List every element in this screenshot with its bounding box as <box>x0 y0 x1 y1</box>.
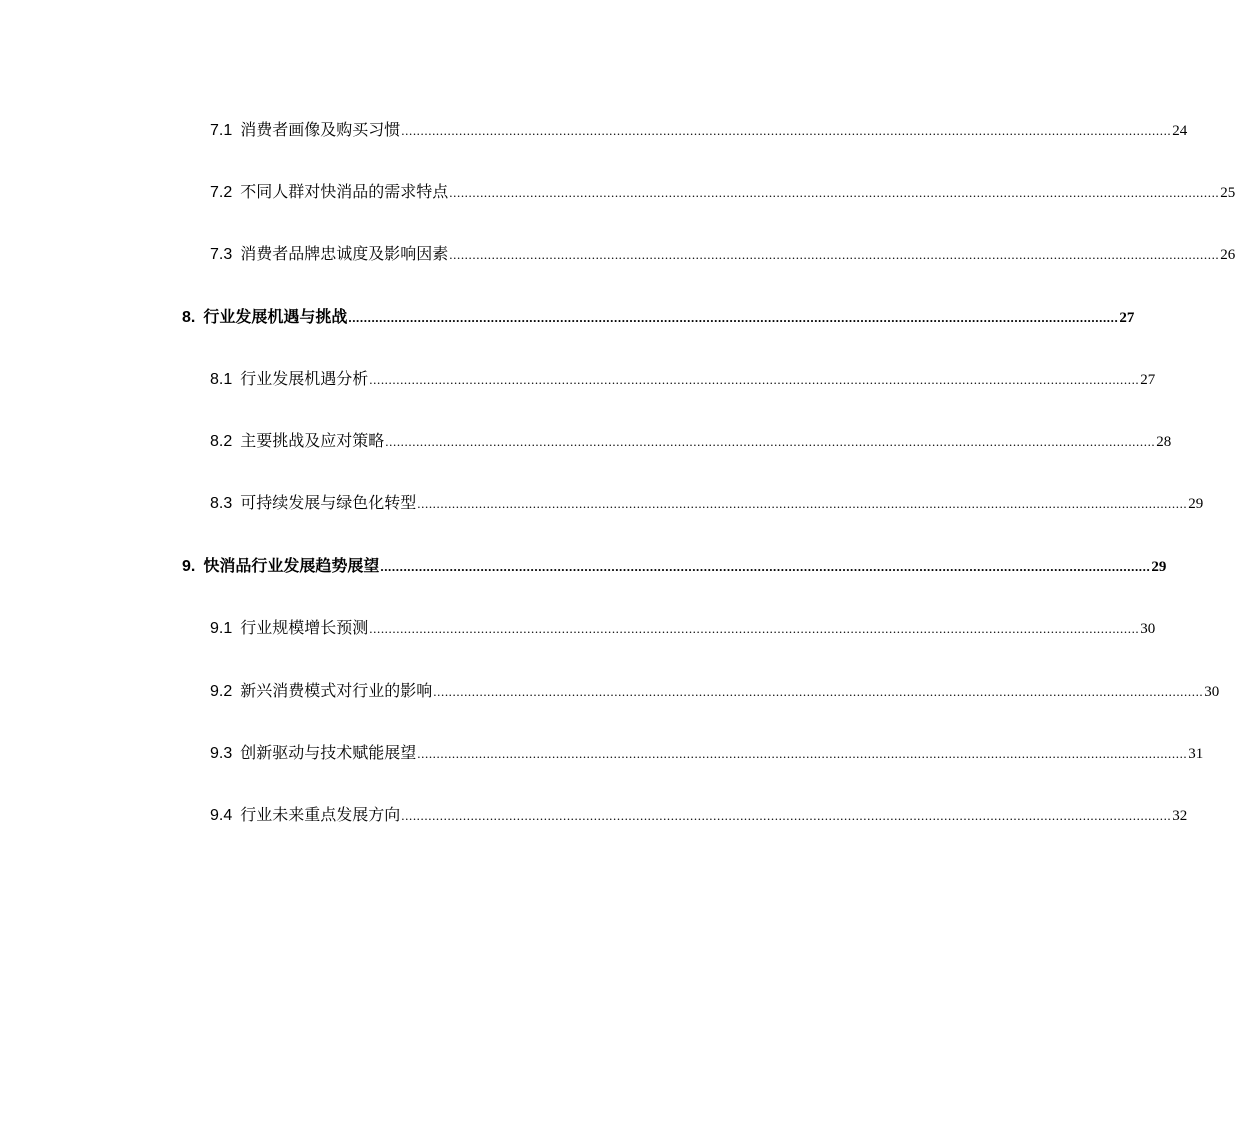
dot-leader: ........................................................................................................................................................................................................ <box>417 746 1188 761</box>
dot-leader: ........................................................................................................................................................................................................ <box>401 123 1172 138</box>
toc-entry-9-2[interactable] <box>210 678 1220 702</box>
toc-entry-page: 26 <box>1220 247 1235 263</box>
dot-leader: ........................................................................................................................................................................................................ <box>348 310 1119 325</box>
toc-entry-number: 9.3 <box>210 745 233 762</box>
toc-entry-number: 9.2 <box>210 683 233 700</box>
dot-leader: ........................................................................................................................................................................................................ <box>449 185 1220 200</box>
toc-entry-title: 行业规模增长预测 <box>240 620 369 637</box>
toc-entry-number: 7.2 <box>210 184 233 201</box>
toc-entry-page: 31 <box>1188 746 1204 762</box>
toc-entry-8-1[interactable] <box>210 366 1156 390</box>
toc-entry-title: 消费者品牌忠诚度及影响因素 <box>240 246 449 263</box>
dot-leader: ........................................................................................................................................................................................................ <box>380 559 1151 574</box>
toc-entry-number: 8. <box>182 309 196 326</box>
toc-entry-number: 9.1 <box>210 620 233 637</box>
dot-leader: ........................................................................................................................................................................................................ <box>433 684 1204 699</box>
toc-entry-9-3[interactable] <box>210 740 1204 764</box>
toc-entry-number: 8.2 <box>210 433 233 450</box>
toc-entry-page: 32 <box>1172 808 1188 824</box>
toc-entry-page: 30 <box>1204 684 1220 700</box>
toc-entry-title: 创新驱动与技术赋能展望 <box>240 745 417 762</box>
toc-entry-title: 行业发展机遇与挑战 <box>203 309 348 326</box>
dot-leader: ........................................................................................................................................................................................................ <box>385 434 1156 449</box>
toc-entry-title: 快消品行业发展趋势展望 <box>203 558 380 575</box>
toc-entry-page: 24 <box>1172 123 1188 139</box>
toc-entry-page: 27 <box>1119 310 1135 326</box>
toc-entry-7-1[interactable] <box>210 117 1188 141</box>
dot-leader: ........................................................................................................................................................................................................ <box>417 496 1188 511</box>
toc-entry-title: 行业未来重点发展方向 <box>240 807 401 824</box>
toc-entry-page: 27 <box>1140 372 1156 388</box>
toc-entry-page: 25 <box>1220 185 1235 201</box>
toc-entry-number: 7.1 <box>210 122 233 139</box>
toc-entry-title: 可持续发展与绿色化转型 <box>240 495 417 512</box>
toc-entry-9-4[interactable] <box>210 802 1188 826</box>
dot-leader: ........................................................................................................................................................................................................ <box>369 621 1140 636</box>
toc-entry-title: 新兴消费模式对行业的影响 <box>240 683 433 700</box>
toc-entry-8[interactable] <box>182 304 1135 328</box>
toc-entry-8-2[interactable] <box>210 428 1172 452</box>
toc-entry-page: 30 <box>1140 621 1156 637</box>
dot-leader: ........................................................................................................................................................................................................ <box>401 808 1172 823</box>
toc-entry-9[interactable] <box>182 553 1167 577</box>
toc-entry-number: 7.3 <box>210 246 233 263</box>
dot-leader: ........................................................................................................................................................................................................ <box>449 247 1220 262</box>
toc-entry-title: 不同人群对快消品的需求特点 <box>240 184 449 201</box>
toc-entry-page: 29 <box>1151 559 1167 575</box>
toc-entry-8-3[interactable] <box>210 490 1204 514</box>
toc-entry-number: 8.1 <box>210 371 233 388</box>
toc-entry-page: 29 <box>1188 496 1204 512</box>
toc-entry-7-2[interactable] <box>210 179 1235 203</box>
toc-entry-title: 行业发展机遇分析 <box>240 371 369 388</box>
toc-entry-title: 主要挑战及应对策略 <box>240 433 385 450</box>
toc-entry-page: 28 <box>1156 434 1172 450</box>
toc-entry-7-3[interactable] <box>210 241 1235 265</box>
dot-leader: ........................................................................................................................................................................................................ <box>369 372 1140 387</box>
toc-entry-number: 8.3 <box>210 495 233 512</box>
toc-entry-number: 9. <box>182 558 196 575</box>
toc-entry-number: 9.4 <box>210 807 233 824</box>
toc-entry-9-1[interactable] <box>210 615 1156 639</box>
toc-entry-title: 消费者画像及购买习惯 <box>240 122 401 139</box>
